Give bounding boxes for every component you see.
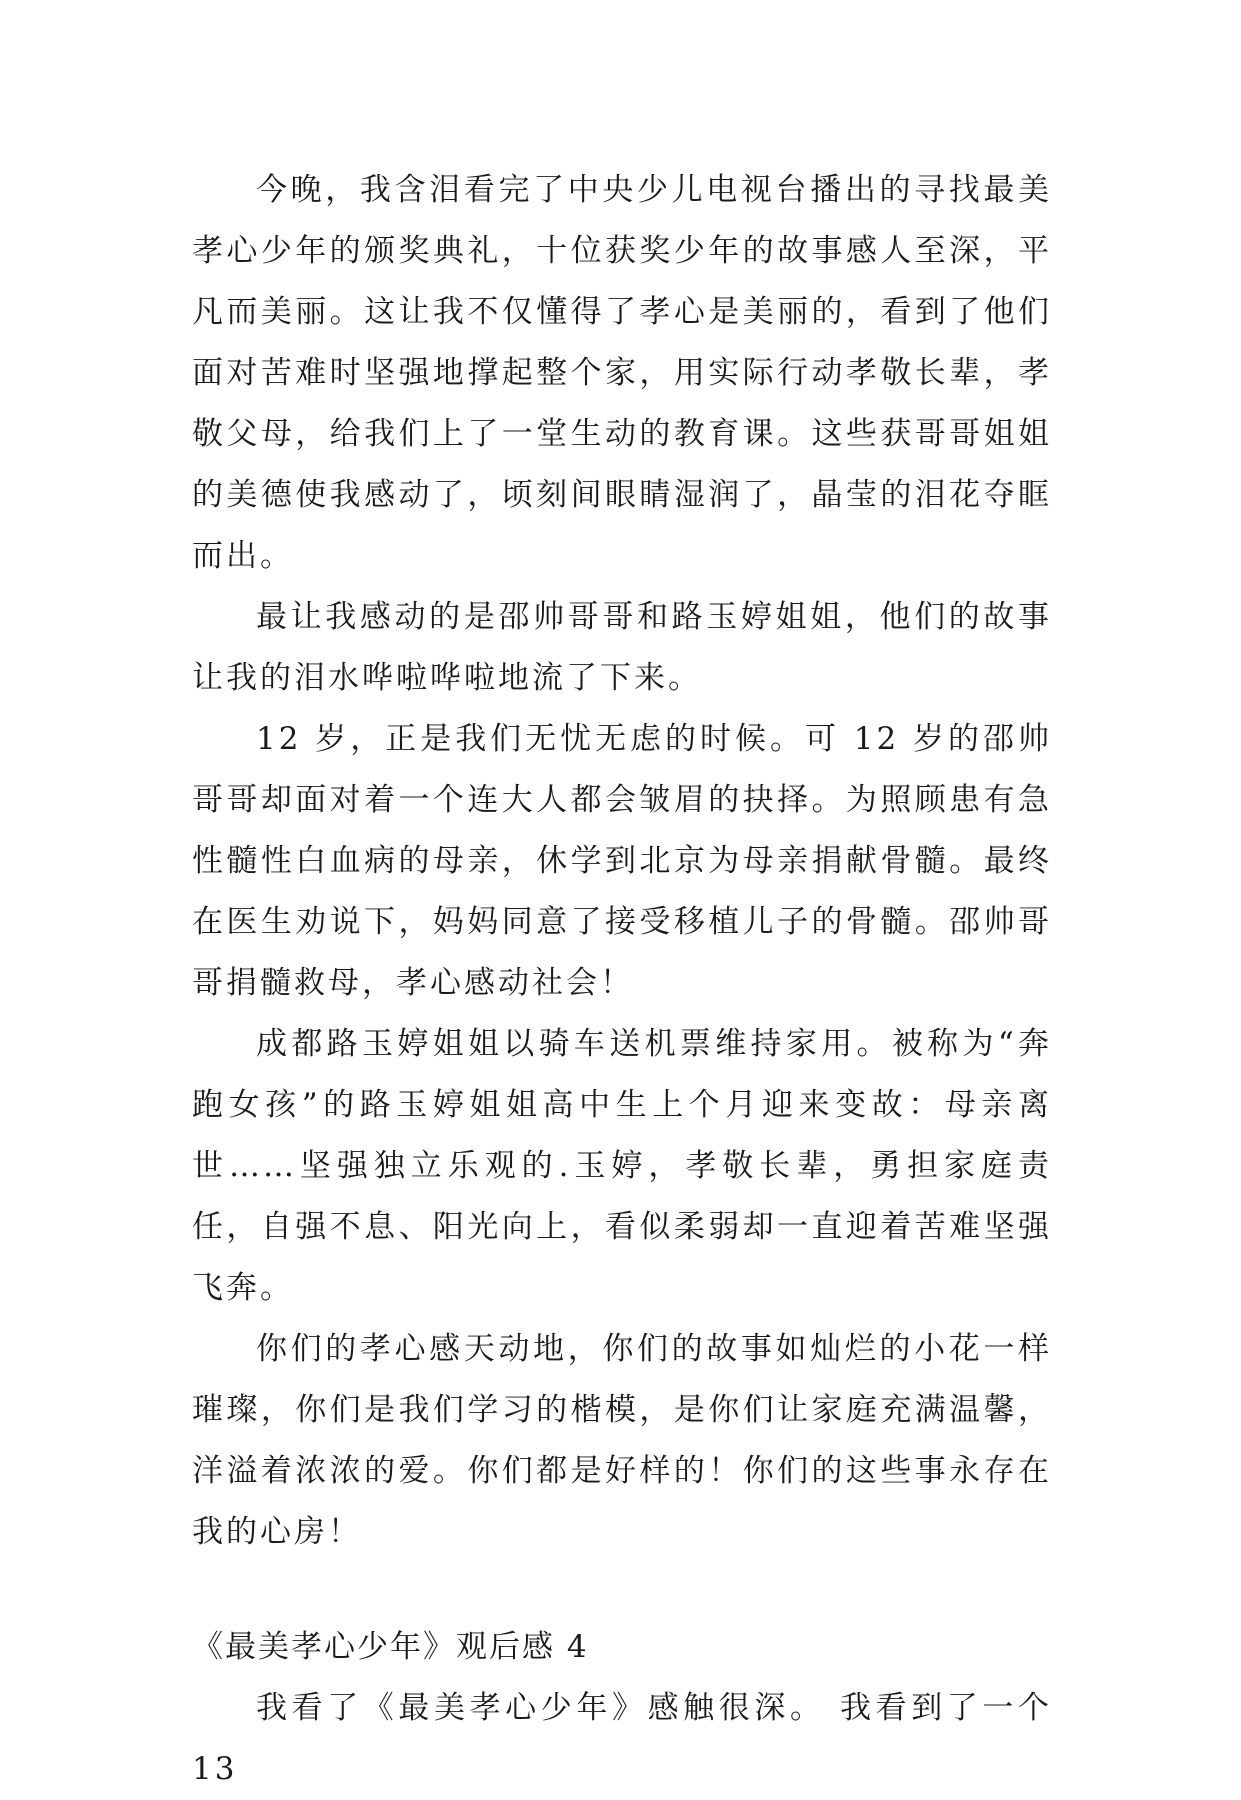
section-heading: 《最美孝心少年》观后感 4: [192, 1629, 589, 1665]
paragraph-2: 最让我感动的是邵帅哥哥和路玉婷姐姐，他们的故事让我的泪水哗啦哗啦地流了下来。: [192, 599, 1052, 696]
paragraph-6: 我看了《最美孝心少年》感触很深。 我看到了一个 13: [192, 1690, 1052, 1787]
paragraph-4: 成都路玉婷姐姐以骑车送机票维持家用。被称为“奔跑女孩”的路玉婷姐姐高中生上个月迎来变故：母亲离世……坚强独立乐观的.玉婷，孝敬长辈，勇担家庭责任，自强不息、阳光向上，看似柔弱却一直迎着苦难坚强飞奔。: [192, 1026, 1052, 1306]
document-body: [192, 160, 1052, 1800]
paragraph-5: 你们的孝心感天动地，你们的故事如灿烂的小花一样璀璨，你们是我们学习的楷模，是你们让家庭充满温馨，洋溢着浓浓的爱。你们都是好样的！你们的这些事永存在我的心房！: [192, 1331, 1052, 1550]
paragraph-3: 12 岁，正是我们无忧无虑的时候。可 12 岁的邵帅哥哥却面对着一个连大人都会皱眉的抉择。为照顾患有急性髓性白血病的母亲，休学到北京为母亲捐献骨髓。最终在医生劝说下，妈妈同意了接受移植儿子的骨髓。邵帅哥哥捐髓救母，孝心感动社会！: [192, 721, 1052, 1001]
paragraph-1: 今晚，我含泪看完了中央少儿电视台播出的寻找最美孝心少年的颁奖典礼，十位获奖少年的故事感人至深，平凡而美丽。这让我不仅懂得了孝心是美丽的，看到了他们面对苦难时坚强地撑起整个家，用实际行动孝敬长辈，孝敬父母，给我们上了一堂生动的教育课。这些获哥哥姐姐的美德使我感动了，顷刻间眼睛湿润了，晶莹的泪花夺眶而出。: [192, 172, 1052, 574]
